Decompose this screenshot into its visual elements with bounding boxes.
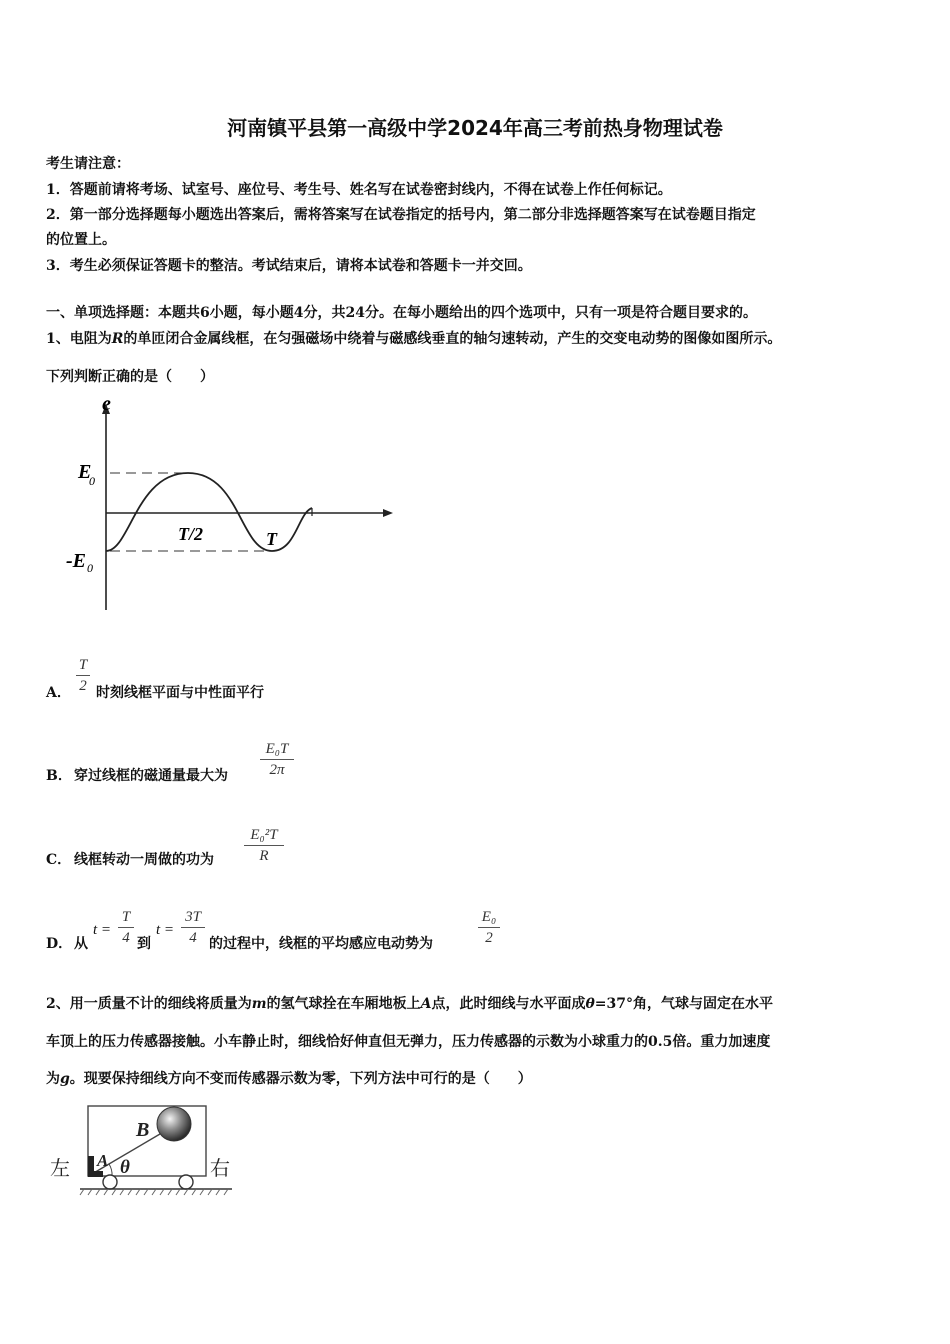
q1-stem-line2: 下列判断正确的是（ ） — [46, 369, 214, 385]
notice-item-3: 3．考生必须保证答题卡的整洁。考试结束后，请将本试卷和答题卡一并交回。 — [46, 258, 532, 274]
emf-curve — [106, 473, 312, 551]
left-label: 左 — [50, 1156, 70, 1180]
theta-label: θ — [120, 1157, 130, 1178]
option-b-fraction: E₀T 2π — [260, 740, 294, 779]
t-axis-arrow — [383, 509, 393, 517]
option-a-letter: A． — [46, 685, 71, 701]
option-a-text: 时刻线框平面与中性面平行 — [96, 685, 264, 701]
option-d-fraction: E₀ 2 — [478, 908, 500, 947]
e0-label: E — [78, 461, 92, 483]
q2-stem-line2: 车顶上的压力传感器接触。小车静止时，细线恰好伸直但无弹力，压力传感器的示数为小球重力的0.5倍。重力加速度 — [46, 1034, 771, 1050]
e-axis-label: e — [102, 393, 111, 415]
option-b-text: 穿过线框的磁通量最大为 — [74, 768, 228, 784]
notice-item-2-cont: 的位置上。 — [46, 232, 116, 248]
notice-item-2: 2．第一部分选择题每小题选出答案后，需将答案写在试卷指定的括号内，第二部分非选择题答案写在试卷题目指定 — [46, 207, 756, 223]
q2-stem-line3: 为g。现要保持细线方向不变而传感器示数为零，下列方法中可行的是（ ） — [46, 1071, 532, 1087]
notice-heading: 考生请注意： — [46, 156, 130, 172]
option-d-t1-lhs: t = — [93, 922, 112, 938]
option-d-t1-fraction: T 4 — [118, 908, 134, 947]
e0-sub: 0 — [89, 474, 95, 488]
option-b-letter: B． — [46, 768, 72, 784]
option-c-letter: C． — [46, 852, 72, 868]
emf-graph — [60, 390, 400, 620]
option-c-fraction: E₀²T R — [244, 826, 284, 865]
cart-figure — [46, 1100, 246, 1200]
q1-stem-line1: 1、电阻为R的单匝闭合金属线框，在匀强磁场中绕着与磁感线垂直的轴匀速转动，产生的交变电动势的图像如图所示。 — [46, 331, 782, 347]
right-label: 右 — [210, 1156, 230, 1180]
option-d-letter: D． — [46, 936, 73, 952]
option-d-to: 到 — [137, 936, 151, 952]
half-period-label: T/2 — [178, 524, 203, 544]
option-d-t2-lhs: t = — [156, 922, 175, 938]
neg-e0-label: -E — [66, 550, 86, 572]
option-d-text: 的过程中，线框的平均感应电动势为 — [209, 936, 433, 952]
wheel-right — [179, 1175, 193, 1189]
q2-stem-line1: 2、用一质量不计的细线将质量为m的氢气球拴在车厢地板上A点，此时细线与水平面成θ=37°角，气球与固定在水平 — [46, 996, 774, 1012]
option-d-from: 从 — [74, 936, 88, 952]
period-label: T — [266, 529, 277, 549]
option-d-t2-fraction: 3T 4 — [181, 908, 205, 947]
point-b-label: B — [136, 1119, 150, 1141]
section-heading: 一、单项选择题：本题共6小题，每小题4分，共24分。在每小题给出的四个选项中，只有一项是符合题目要求的。 — [46, 305, 757, 321]
page-title: 河南镇平县第一高级中学2024年高三考前热身物理试卷 — [227, 116, 723, 140]
neg-e0-sub: 0 — [87, 561, 93, 575]
option-a-fraction: T 2 — [76, 656, 90, 695]
wheel-left — [103, 1175, 117, 1189]
balloon — [157, 1107, 191, 1141]
angle-arc — [109, 1164, 112, 1176]
point-a-label: A — [97, 1151, 109, 1170]
option-c-text: 线框转动一周做的功为 — [74, 852, 214, 868]
notice-item-1: 1．答题前请将考场、试室号、座位号、考生号、姓名写在试卷密封线内，不得在试卷上作任何标记。 — [46, 182, 672, 198]
